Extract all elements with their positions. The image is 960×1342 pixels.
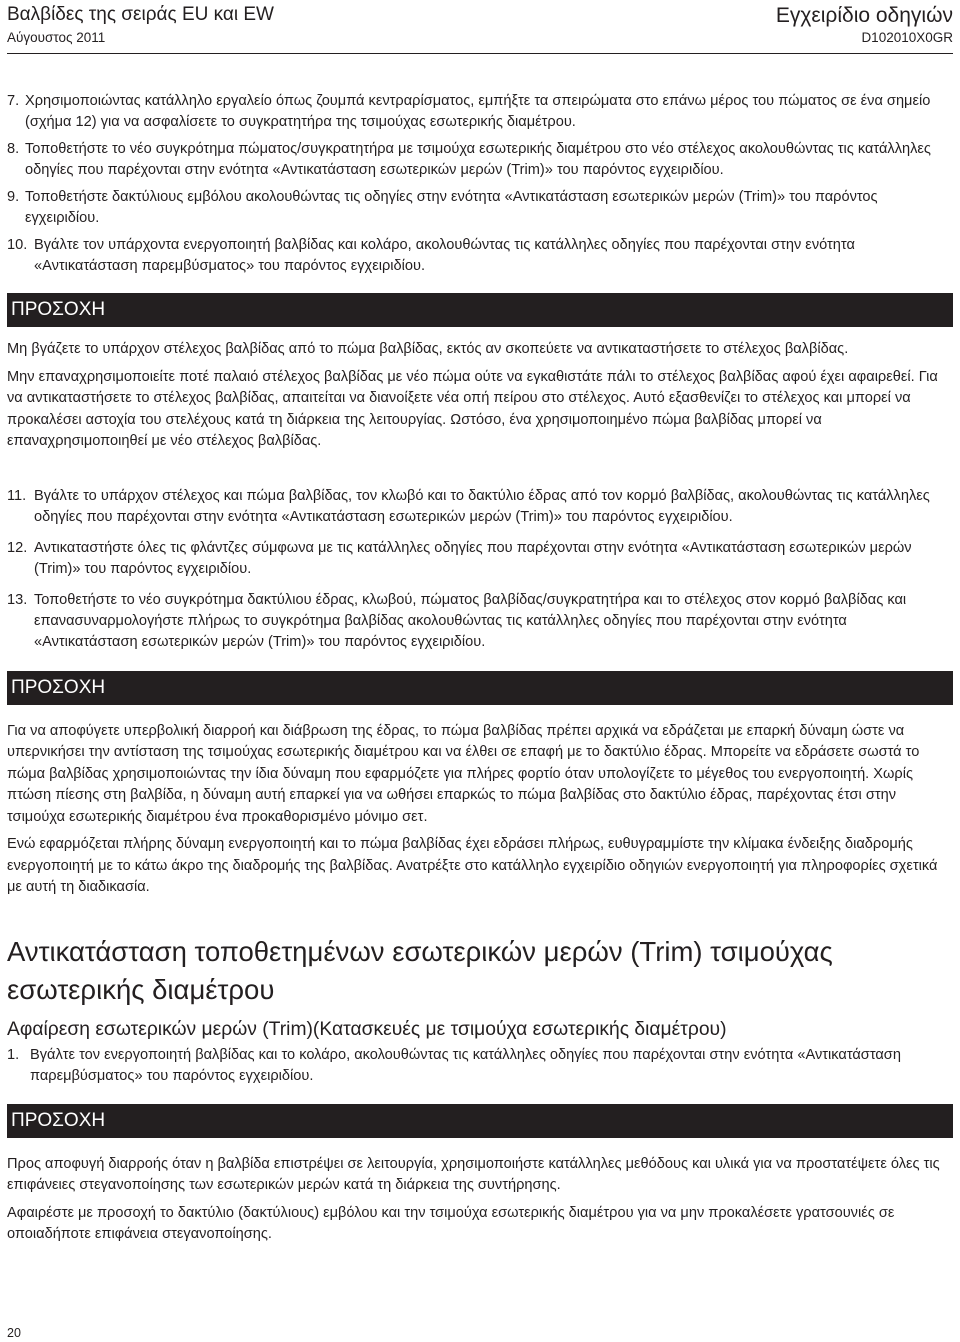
step-13: [7, 590, 953, 653]
caution-text: [7, 705, 953, 899]
caution-paragraph: Μην επαναχρησιμοποιείτε ποτέ παλαιό στέλεχος βαλβίδας με νέο πώμα ούτε να εγκαθιστάτε πάλι το στέλεχος βαλβίδας αφού έχει αφαιρεθεί. Για να αντικαταστήσετε το στέλεχος βαλβίδας, απαιτείται να διανοίξετε νέα οπή πείρου στο στέλεχος. Αυτό εξασθενίζει το στέλεχος και μπορεί να προκαλέσει αστοχία του στελέχους κατά τη διάρκεια της λειτουργίας. Ωστόσο, ένα χρησιμοποιημένο πώμα βαλβίδας μπορεί να επαναχρησιμοποιηθεί με νέο στέλεχος βαλβίδας.: [7, 368, 938, 449]
page-header: [7, 0, 953, 52]
page-content: [7, 91, 953, 1246]
step-text: Βγάλτε το υπάρχον στέλεχος και πώμα βαλβίδας, τον κλωβό και το δακτύλιο έδρας από τον κορμό βαλβίδας, ακολουθώντας τις κατάλληλες οδηγίες που παρέχονται στην ενότητα «Αντικατάσταση εσωτερικών μερών (Trim)» του παρόντος εγχειριδίου.: [34, 487, 930, 525]
caution-paragraph: Μη βγάζετε το υπάρχον στέλεχος βαλβίδας από το πώμα βαλβίδας, εκτός αν σκοπεύετε να αντικαταστήσετε το στέλεχος βαλβίδας.: [7, 341, 849, 357]
caution-paragraph: Αφαιρέστε με προσοχή το δακτύλιο (δακτύλιους) εμβόλου και την τσιμούχα εσωτερικής διαμέτρου για να μην προκαλέσετε γρατσουνιές σε οποιαδήποτε επιφάνεια στεγανοποίησης.: [7, 1204, 895, 1242]
step-number: 11.: [7, 487, 27, 504]
step-10: [7, 235, 953, 277]
document-title: Βαλβίδες της σειράς EU και EW: [7, 4, 274, 25]
step-9: [7, 187, 953, 229]
step-text: Βγάλτε τον υπάρχοντα ενεργοποιητή βαλβίδας και κολάρο, ακολουθώντας τις κατάλληλες οδηγίες που παρέχονται στην ενότητα «Αντικατάσταση παρεμβύσματος» του παρόντος εγχειριδίου.: [34, 237, 855, 274]
step-number: 8.: [7, 141, 20, 157]
manual-type: Εγχειρίδιο οδηγιών: [775, 4, 953, 27]
subsection-title: Αφαίρεση εσωτερικών μερών (Trim)(Κατασκευές με τσιμούχα εσωτερικής διαμέτρου): [7, 1018, 727, 1040]
caution-text: [7, 1138, 953, 1246]
page-number: 20: [7, 1326, 21, 1340]
document-code: D102010X0GR: [861, 30, 953, 45]
header-divider: [7, 53, 953, 54]
step-number: 12.: [7, 539, 28, 556]
step-1: [7, 1045, 953, 1087]
step-number: 7.: [7, 93, 20, 109]
step-11: [7, 486, 953, 528]
section-title: Αντικατάσταση τοποθετημένων εσωτερικών μερών (Trim) τσιμούχας εσωτερικής διαμέτρου: [7, 935, 833, 1005]
step-text: Τοποθετήστε το νέο συγκρότημα πώματος/συγκρατητήρα με τσιμούχα εσωτερικής διαμέτρου στο νέο στέλεχος ακολουθώντας τις κατάλληλες οδηγίες που παρέχονται στην ενότητα «Αντικατάσταση εσωτερικών μερών (Trim)» του παρόντος εγχειριδίου.: [25, 141, 931, 178]
step-number: 13.: [7, 591, 28, 608]
step-12: [7, 538, 953, 580]
step-number: 10.: [7, 237, 28, 253]
step-number: 1.: [7, 1046, 20, 1063]
caution-text: [7, 327, 953, 453]
step-7: [7, 91, 953, 133]
step-text: Βγάλτε τον ενεργοποιητή βαλβίδας και το κολάρο, ακολουθώντας τις κατάλληλες οδηγίες που παρέχονται στην ενότητα «Αντικατάσταση παρεμβύσματος» του παρόντος εγχειριδίου.: [30, 1046, 901, 1084]
document-date: Αύγουστος 2011: [7, 30, 106, 45]
step-number: 9.: [7, 189, 20, 205]
caution-banner: ΠΡΟΣΟΧΗ: [7, 293, 953, 327]
caution-banner: ΠΡΟΣΟΧΗ: [7, 1104, 953, 1138]
step-text: Αντικαταστήστε όλες τις φλάντζες σύμφωνα με τις κατάλληλες οδηγίες που παρέχονται στην ενότητα «Αντικατάσταση εσωτερικών μερών (Trim)» του παρόντος εγχειριδίου.: [34, 539, 912, 577]
step-8: [7, 139, 953, 181]
caution-paragraph: Ενώ εφαρμόζεται πλήρης δύναμη ενεργοποιητή και το πώμα βαλβίδας έχει εδράσει πλήρως, ευθυγραμμίστε την κλίμακα ένδειξης διαδρομής ενεργοποιητή με το κάτω άκρο της διαδρομής της βαλβίδας. Ανατρέξτε στο κατάλληλο εγχειρίδιο οδηγιών ενεργοποιητή για πληροφορίες σχετικά με αυτή τη διαδικασία.: [7, 836, 938, 895]
step-text: Τοποθετήστε το νέο συγκρότημα δακτύλιου έδρας, κλωβού, πώματος βαλβίδας/συγκρατητήρα και το στέλεχος στον κορμό βαλβίδας και επανασυναρμολογήστε πλήρως το συγκρότημα βαλβίδας ακολουθώντας τις κατάλληλες οδηγίες που παρέχονται στην ενότητα «Αντικατάσταση εσωτερικών μερών (Trim)» του παρόντος εγχειριδίου.: [34, 591, 907, 650]
step-text: Χρησιμοποιώντας κατάλληλο εργαλείο όπως ζουμπά κεντραρίσματος, εμπήξτε τα σπειρώματα στο επάνω μέρος του πώματος σε ένα σημείο (σχήμα 12) για να ασφαλίσετε το συγκρατητήρα της τσιμούχας εσωτερικής διαμέτρου.: [25, 93, 931, 130]
caution-paragraph: Για να αποφύγετε υπερβολική διαρροή και διάβρωση της έδρας, το πώμα βαλβίδας πρέπει αρχικά να εδράζεται με επαρκή δύναμη ώστε να υπερνικήσει την αντίσταση της τσιμούχας εσωτερικής διαμέτρου και να έλθει σε επαφή με το δακτύλιο έδρας. Μπορείτε να εδράσετε σωστά το πώμα βαλβίδας χρησιμοποιώντας την ίδια δύναμη που εφαρμόζετε για πλήρες φορτίο όταν υπολογίζετε το μέγεθος του ενεργοποιητή. Χωρίς πτώση πίεσης στη βαλβίδα, η δύναμη αυτή επαρκεί για να ωθήσει επαρκώς το πώμα βαλβίδας στο δακτύλιο έδρας, παρέχοντας έτσι στην τσιμούχα εσωτερικής διαμέτρου ένα προκαθορισμένο μόνιμο σετ.: [7, 722, 920, 825]
caution-banner: ΠΡΟΣΟΧΗ: [7, 671, 953, 705]
step-text: Τοποθετήστε δακτύλιους εμβόλου ακολουθώντας τις οδηγίες στην ενότητα «Αντικατάσταση εσωτερικών μερών (Trim)» του παρόντος εγχειριδίου.: [25, 189, 878, 226]
caution-paragraph: Προς αποφυγή διαρροής όταν η βαλβίδα επιστρέψει σε λειτουργία, χρησιμοποιήστε κατάλληλες μεθόδους και υλικά για να προστατέψετε όλες τις επιφάνειες στεγανοποίησης των εσωτερικών μερών κατά τη διάρκεια της συντήρησης.: [7, 1155, 940, 1193]
